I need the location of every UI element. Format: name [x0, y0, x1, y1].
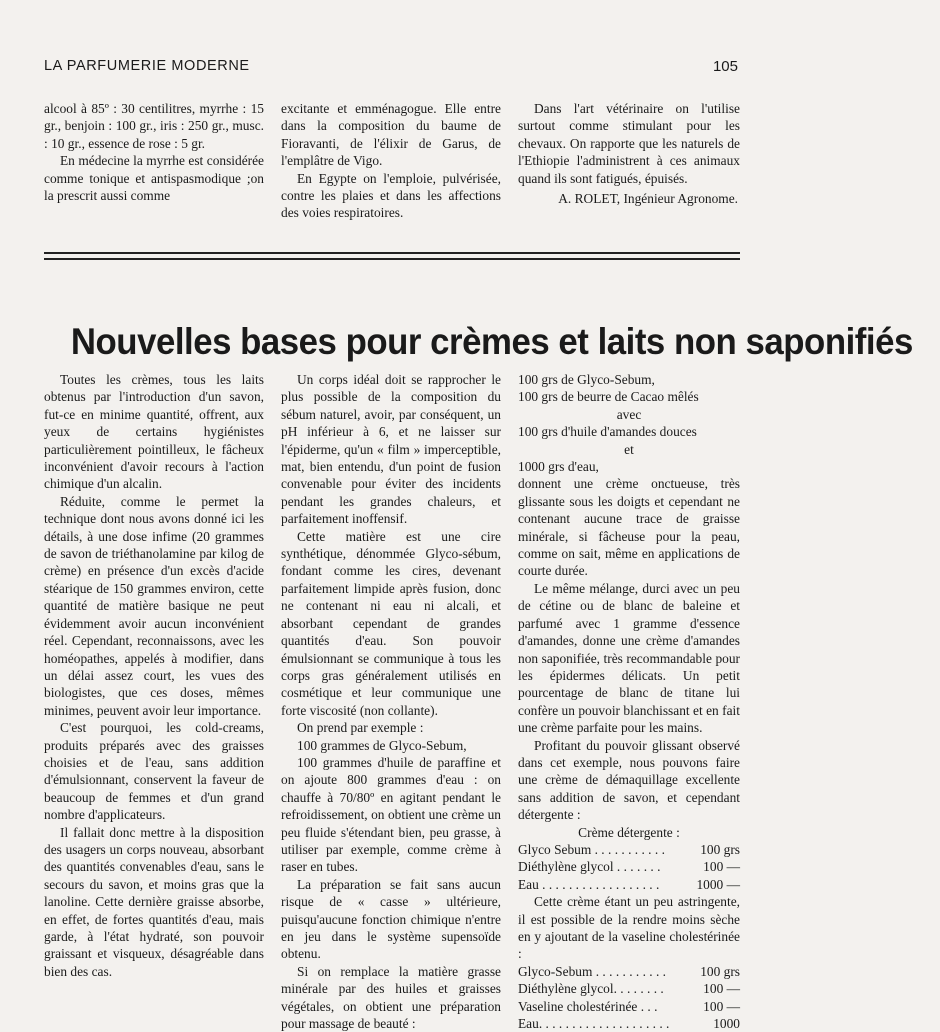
recipe-quantity: 1000 — [696, 876, 740, 892]
paragraph: Toutes les crèmes, tous les laits obtenus par l'introduction d'un savon, fut-ce en minime quantité, offrent, aux yeux de certains hygiénistes particulièrement pointilleux, le fâcheux inconvénient d'avoir recours à l'action chimique d'un alcalin. [44, 372, 264, 492]
ingredient-line: 100 grs de beurre de Cacao mêlés [518, 389, 699, 405]
recipe-row [518, 1015, 740, 1032]
recipe-ingredient: Eau. . . . . . . . . . . . . . . . . . . . [518, 1016, 670, 1032]
recipe-ingredient: Glyco Sebum . . . . . . . . . . . [518, 841, 665, 857]
paragraph: En Egypte on l'emploie, pulvérisée, contre les plaies et dans les affections des voies respiratoires. [281, 170, 501, 221]
paragraph: Un corps idéal doit se rapprocher le plus possible de la composition du sébum naturel, avoir, par conséquent, un pH inférieur à 6, et ne laisser sur l'épiderme, qu'un « film » imperceptible, mat, bien entendu, d'un point de fusion convenable pour éviter des incidents pendant les grandes chaleurs, et parfaitement inoffensif. [281, 372, 501, 527]
paragraph: Cette crème étant un peu astringente, il est possible de la rendre moins sèche en y ajoutant de la vaseline cholestérinée : [518, 894, 740, 962]
paragraph: En médecine la myrrhe est considérée comme tonique et antispasmodique ;on la prescrit aussi comme [44, 153, 264, 204]
recipe-ingredient: Glyco-Sebum . . . . . . . . . . . [518, 963, 667, 979]
recipe-quantity: 1000 [713, 1016, 740, 1032]
journal-name: LA PARFUMERIE MODERNE [44, 58, 250, 74]
paragraph: Dans l'art vétérinaire on l'utilise surtout comme stimulant pour les chevaux. On rapporte que les naturels de l'Ethiopie l'administrent à ces animaux quand ils sont fatigués, épuisés. [518, 101, 740, 186]
recipe-ingredient: Diéthylène glycol. . . . . . . . [518, 981, 664, 997]
article-title-text: Nouvelles bases pour crèmes et laits non saponifiés [70, 320, 913, 362]
recipe-quantity: 100 — [703, 859, 740, 875]
paragraph: 100 grammes d'huile de paraffine et on ajoute 800 grammes d'eau : on chauffe à 70/80º en agitant pendant le refroidissement, on obtient une crème un peu fluide s'étendant bien, peu grasse, à utiliser par exemple, comme crème à raser en tubes. [281, 754, 501, 875]
author-signature: A. ROLET, Ingénieur Agronome. [558, 191, 738, 207]
divider-line [44, 252, 740, 254]
ingredient-line: 100 grs de Glyco-Sebum, [518, 372, 655, 387]
paragraph: Réduite, comme le permet la technique dont nous avons donné ici les détails, à une dose infime (20 grammes de savon de triéthanolamine par kilog de crème) en présence d'un excès d'acide stéarique de 150 grammes environ, cette quantité de matière basique ne peut évidemment avoir aucun inconvénient réel. Cependant, reconnaissons, avec les homéopathes, appelés à modifier, dans un délai assez court, les vues des biologistes, que ces doses, mêmes minimes, peuvent avoir leur importance. [44, 493, 264, 718]
previous-article-column-2 [281, 100, 501, 222]
paragraph: C'est pourquoi, les cold-creams, produits préparés avec des graisses choisies et de l'eau, sans addition d'émulsionnant, conservent la faveur de beaucoup de femmes et d'un grand nombre d'applicateurs. [44, 720, 264, 823]
previous-article-column-1 [44, 100, 264, 204]
recipe-quantity: 100 — [703, 998, 740, 1014]
ingredient-connector: avec [616, 406, 642, 422]
section-divider [44, 252, 740, 262]
recipe-row [518, 980, 740, 997]
example-intro: On prend par exemple : [297, 720, 424, 736]
ingredient-line: 100 grs d'huile d'amandes douces [518, 424, 697, 440]
paragraph: Le même mélange, durci avec un peu de cétine ou de blanc de baleine et parfumé avec 1 gramme d'essence d'amandes, donne une crème d'amandes non saponifiée, très recommandable pour les épidermes délicats. Un petit pourcentage de blanc de titane lui confère un pouvoir blanchissant et en fait une crème parfaite pour les mains. [518, 580, 740, 736]
recipe-row [518, 841, 740, 858]
recipe-quantity: 100 — [703, 981, 740, 997]
recipe-title: Crème détergente : [578, 824, 680, 840]
recipe-row [518, 858, 740, 875]
recipe-row [518, 998, 740, 1015]
article-title [44, 317, 913, 367]
ingredient-connector: et [624, 441, 634, 457]
article-column-2 [281, 371, 501, 1032]
recipe-ingredient: Diéthylène glycol . . . . . . . [518, 859, 661, 875]
paragraph: excitante et emménagogue. Elle entre dans la composition du baume de Fioravanti, de l'élixir de Garus, de l'emplâtre de Vigo. [281, 101, 501, 169]
recipe-table-detergent [518, 841, 740, 893]
previous-article-column-3 [518, 100, 740, 207]
recipe-ingredient: Eau . . . . . . . . . . . . . . . . . . [518, 876, 660, 892]
paragraph: Profitant du pouvoir glissant observé dans cet exemple, nous pouvons faire une crème de démaquillage excellente sans addition de savon, et cependant détergente : [518, 737, 740, 823]
example-line: 100 grammes de Glyco-Sebum, [297, 737, 467, 753]
recipe-row [518, 876, 740, 893]
paragraph: La préparation se fait sans aucun risque de « casse » ultérieure, puisqu'aucune fonction chimique n'entre en jeu dans le système supensoïde obtenu. [281, 876, 501, 962]
recipe-row [518, 963, 740, 980]
article-column-3 [518, 371, 740, 1032]
recipe-quantity: 100 grs [700, 963, 740, 979]
divider-line [44, 258, 740, 260]
paragraph: alcool à 85º : 30 centilitres, myrrhe : 15 gr., benjoin : 100 gr., iris : 250 gr., musc. : 10 gr., essence de rose : 5 gr. [44, 101, 264, 151]
ingredient-line: 1000 grs d'eau, [518, 459, 599, 475]
paragraph: Cette matière est une cire synthétique, dénommée Glyco-sébum, fondant comme les cires, devenant parfaitement limpide après fusion, donc ne contenant ni eau ni alcali, et absorbant cependant de grandes quantités d'eau. Son pouvoir émulsionnant se communique à tous les corps gras généralement utilisés en cosmétique et leur communique une forte viscosité (non collante). [281, 528, 501, 718]
paragraph: Si on remplace la matière grasse minérale par des huiles et graisses végétales, on obtient une préparation pour massage de beauté : [281, 963, 501, 1032]
recipe-ingredient: Vaseline cholestérinée . . . [518, 998, 658, 1014]
recipe-quantity: 100 grs [700, 841, 740, 857]
running-head [44, 58, 738, 78]
page-number: 105 [712, 58, 738, 75]
paragraph: Il fallait donc mettre à la disposition des usagers un corps nouveau, absorbant des quantités convenables d'eau, sans le secours du savon, et moins gras que la lanoline. Cette dernière graisse absorbe, en effet, de fortes quantités d'eau, mais garde, à l'état hydraté, son pouvoir graissant et visqueux, désagréable dans bien des cas. [44, 824, 264, 979]
paragraph: donnent une crème onctueuse, très glissante sous les doigts et cependant ne contenant aucune trace de graisse minérale, si fâcheuse pour la peau, comme on sait, même en applications de courte durée. [518, 476, 740, 579]
recipe-table-cholesterin [518, 963, 740, 1032]
article-column-1 [44, 371, 264, 980]
